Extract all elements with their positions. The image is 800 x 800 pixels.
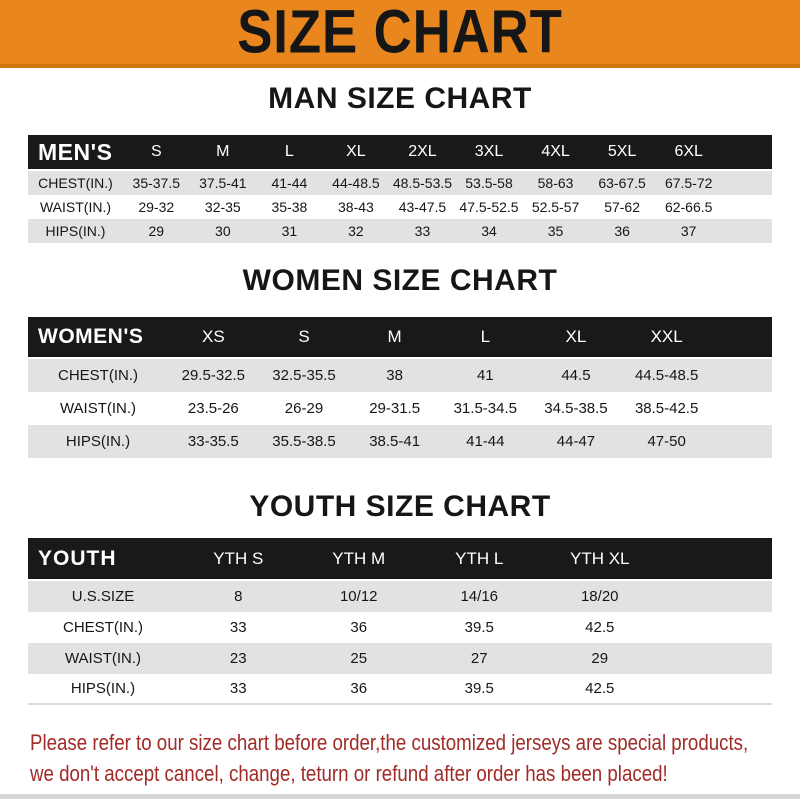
header-spacer xyxy=(660,538,772,581)
column-header: YTH S xyxy=(178,538,299,581)
table-row xyxy=(28,195,772,219)
cell-value: 30 xyxy=(190,219,257,243)
row-label: WAIST(IN.) xyxy=(28,643,178,674)
row-label: CHEST(IN.) xyxy=(28,171,123,195)
cell-value: 53.5-58 xyxy=(456,171,523,195)
row-label: CHEST(IN.) xyxy=(28,359,168,392)
cell-value: 29 xyxy=(123,219,190,243)
column-header: 3XL xyxy=(456,135,523,171)
cell-value: 38 xyxy=(349,359,440,392)
row-label: CHEST(IN.) xyxy=(28,612,178,643)
header-row xyxy=(28,538,772,581)
bottom-divider xyxy=(0,794,800,799)
row-spacer xyxy=(722,219,772,243)
column-header: XS xyxy=(168,317,259,359)
row-spacer xyxy=(722,171,772,195)
row-label: WAIST(IN.) xyxy=(28,195,123,219)
cell-value: 26-29 xyxy=(259,392,350,425)
cell-value: 44.5 xyxy=(531,359,622,392)
cell-value: 33 xyxy=(178,612,299,643)
cell-value: 31 xyxy=(256,219,323,243)
page-title: SIZE CHART xyxy=(237,0,563,66)
cell-value: 18/20 xyxy=(540,581,661,612)
row-label: HIPS(IN.) xyxy=(28,219,123,243)
table-row xyxy=(28,674,772,705)
cell-value: 35 xyxy=(522,219,589,243)
header-spacer xyxy=(712,317,772,359)
cell-value: 34.5-38.5 xyxy=(531,392,622,425)
cell-value: 29-32 xyxy=(123,195,190,219)
youth-size-table xyxy=(28,538,772,705)
cell-value: 32.5-35.5 xyxy=(259,359,350,392)
table-corner-label: WOMEN'S xyxy=(28,317,168,359)
header-row xyxy=(28,135,772,171)
table-body xyxy=(28,581,772,705)
header-row xyxy=(28,317,772,359)
cell-value: 33 xyxy=(178,674,299,705)
cell-value: 34 xyxy=(456,219,523,243)
table-row xyxy=(28,171,772,195)
column-header: 4XL xyxy=(522,135,589,171)
cell-value: 35.5-38.5 xyxy=(259,425,350,458)
row-spacer xyxy=(722,195,772,219)
cell-value: 14/16 xyxy=(419,581,540,612)
men-size-table xyxy=(28,135,772,243)
cell-value: 52.5-57 xyxy=(522,195,589,219)
row-spacer xyxy=(712,392,772,425)
cell-value: 31.5-34.5 xyxy=(440,392,531,425)
section-title-women: WOMEN SIZE CHART xyxy=(242,264,558,297)
column-header: L xyxy=(256,135,323,171)
row-spacer xyxy=(712,359,772,392)
cell-value: 43-47.5 xyxy=(389,195,456,219)
cell-value: 42.5 xyxy=(540,674,661,705)
cell-value: 10/12 xyxy=(299,581,420,612)
cell-value: 44.5-48.5 xyxy=(621,359,712,392)
row-label: HIPS(IN.) xyxy=(28,674,178,705)
cell-value: 23.5-26 xyxy=(168,392,259,425)
cell-value: 39.5 xyxy=(419,612,540,643)
row-spacer xyxy=(660,612,772,643)
table-row xyxy=(28,359,772,392)
cell-value: 48.5-53.5 xyxy=(389,171,456,195)
women-size-table xyxy=(28,317,772,458)
table-row xyxy=(28,643,772,674)
cell-value: 67.5-72 xyxy=(655,171,722,195)
column-header: YTH M xyxy=(299,538,420,581)
cell-value: 33-35.5 xyxy=(168,425,259,458)
cell-value: 36 xyxy=(299,674,420,705)
cell-value: 39.5 xyxy=(419,674,540,705)
footer-line-2: we don't accept cancel, change, teturn or refund after order has been placed! xyxy=(30,761,668,786)
table-row xyxy=(28,612,772,643)
column-header: XL xyxy=(323,135,390,171)
cell-value: 57-62 xyxy=(589,195,656,219)
column-header: M xyxy=(349,317,440,359)
cell-value: 37 xyxy=(655,219,722,243)
column-header: 5XL xyxy=(589,135,656,171)
header-spacer xyxy=(722,135,772,171)
cell-value: 63-67.5 xyxy=(589,171,656,195)
cell-value: 44-47 xyxy=(531,425,622,458)
column-header: M xyxy=(190,135,257,171)
row-spacer xyxy=(660,643,772,674)
column-header: 6XL xyxy=(655,135,722,171)
table-body xyxy=(28,171,772,243)
table-row xyxy=(28,425,772,458)
column-header: XXL xyxy=(621,317,712,359)
column-header: 2XL xyxy=(389,135,456,171)
size-chart-banner xyxy=(0,0,800,68)
section-title-man: MAN SIZE CHART xyxy=(268,82,532,115)
cell-value: 32-35 xyxy=(190,195,257,219)
row-spacer xyxy=(660,581,772,612)
table-header xyxy=(28,317,772,359)
column-header: S xyxy=(259,317,350,359)
cell-value: 58-63 xyxy=(522,171,589,195)
cell-value: 41 xyxy=(440,359,531,392)
cell-value: 27 xyxy=(419,643,540,674)
cell-value: 25 xyxy=(299,643,420,674)
cell-value: 29 xyxy=(540,643,661,674)
cell-value: 38.5-41 xyxy=(349,425,440,458)
cell-value: 37.5-41 xyxy=(190,171,257,195)
cell-value: 47-50 xyxy=(621,425,712,458)
column-header: YTH L xyxy=(419,538,540,581)
table-corner-label: YOUTH xyxy=(28,538,178,581)
cell-value: 47.5-52.5 xyxy=(456,195,523,219)
cell-value: 41-44 xyxy=(256,171,323,195)
table-body xyxy=(28,359,772,458)
cell-value: 44-48.5 xyxy=(323,171,390,195)
cell-value: 8 xyxy=(178,581,299,612)
table-row xyxy=(28,219,772,243)
footer-line-1: Please refer to our size chart before order,the customized jerseys are special products, xyxy=(30,730,749,755)
cell-value: 29-31.5 xyxy=(349,392,440,425)
column-header: YTH XL xyxy=(540,538,661,581)
table-corner-label: MEN'S xyxy=(28,135,123,171)
cell-value: 35-37.5 xyxy=(123,171,190,195)
row-spacer xyxy=(712,425,772,458)
cell-value: 35-38 xyxy=(256,195,323,219)
table-header xyxy=(28,135,772,171)
section-title-youth: YOUTH SIZE CHART xyxy=(249,490,551,523)
column-header: L xyxy=(440,317,531,359)
cell-value: 29.5-32.5 xyxy=(168,359,259,392)
column-header: S xyxy=(123,135,190,171)
cell-value: 42.5 xyxy=(540,612,661,643)
row-label: WAIST(IN.) xyxy=(28,392,168,425)
cell-value: 23 xyxy=(178,643,299,674)
footer-disclaimer xyxy=(30,727,749,789)
cell-value: 38-43 xyxy=(323,195,390,219)
cell-value: 62-66.5 xyxy=(655,195,722,219)
row-label: HIPS(IN.) xyxy=(28,425,168,458)
cell-value: 36 xyxy=(299,612,420,643)
row-label: U.S.SIZE xyxy=(28,581,178,612)
cell-value: 33 xyxy=(389,219,456,243)
cell-value: 41-44 xyxy=(440,425,531,458)
cell-value: 36 xyxy=(589,219,656,243)
cell-value: 32 xyxy=(323,219,390,243)
cell-value: 38.5-42.5 xyxy=(621,392,712,425)
table-row xyxy=(28,392,772,425)
column-header: XL xyxy=(531,317,622,359)
table-header xyxy=(28,538,772,581)
table-row xyxy=(28,581,772,612)
row-spacer xyxy=(660,674,772,705)
